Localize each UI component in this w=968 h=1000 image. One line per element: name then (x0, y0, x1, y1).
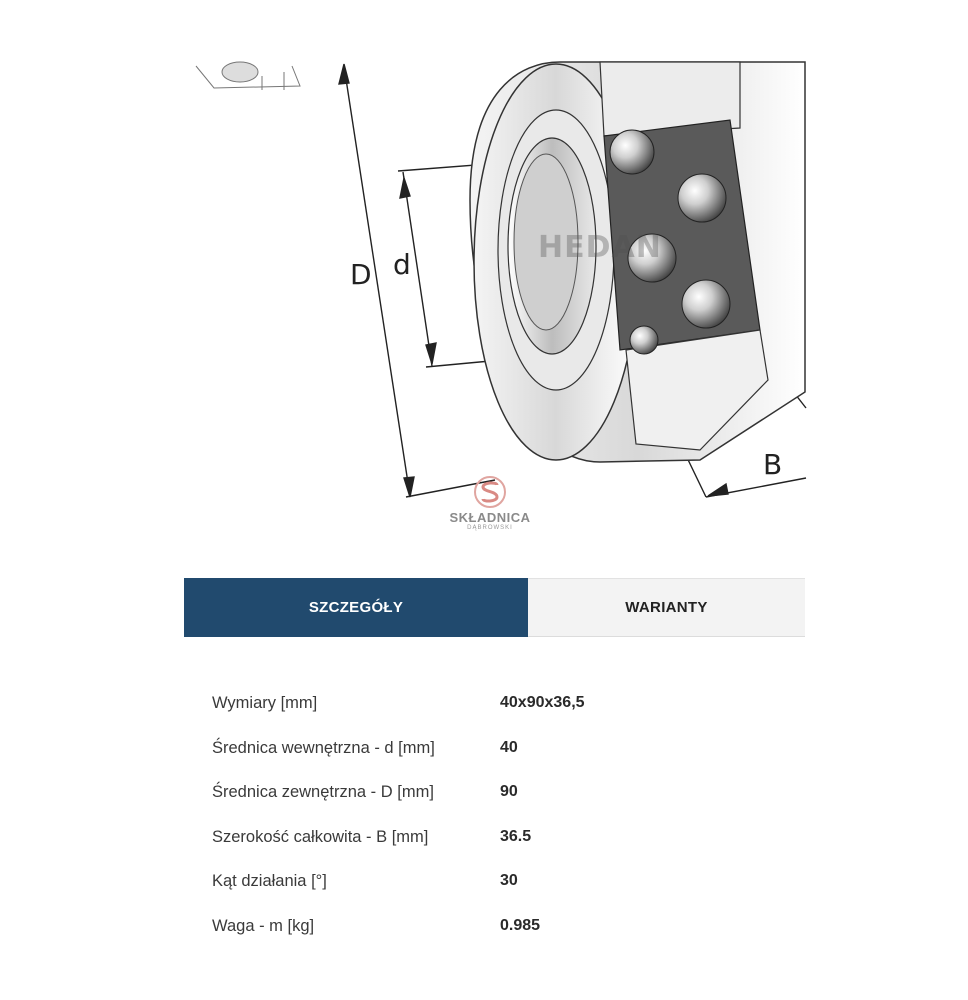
spec-row-contact-angle (212, 868, 712, 913)
spec-value: 36.5 (500, 827, 532, 845)
spec-value: 90 (500, 783, 518, 801)
spec-row-dimensions (212, 690, 712, 735)
spec-label: Szerokość całkowita - B [mm] (212, 827, 429, 846)
store-logo (440, 474, 540, 534)
spec-row-inner-diameter (212, 735, 712, 780)
dimension-label-inner-diameter: d (393, 248, 411, 281)
dimension-label-width: B (763, 448, 783, 481)
thumbnail-icon (196, 62, 300, 90)
spec-value: 40 (500, 738, 518, 756)
product-tabs (184, 578, 805, 637)
spec-label: Średnica zewnętrzna - D [mm] (212, 783, 434, 802)
spec-label: Średnica wewnętrzna - d [mm] (212, 738, 435, 757)
spec-value: 0.985 (500, 916, 541, 934)
tab-details-label: SZCZEGÓŁY (308, 599, 404, 616)
spec-label: Wymiary [mm] (212, 694, 318, 712)
spec-label: Kąt działania [°] (212, 872, 327, 891)
spec-value: 30 (500, 872, 518, 890)
tab-variants[interactable] (528, 578, 805, 637)
spec-table (212, 690, 712, 958)
spec-value: 40x90x36,5 (500, 694, 585, 711)
spec-row-outer-diameter (212, 779, 712, 824)
spec-label: Waga - m [kg] (212, 916, 315, 935)
logo-text: SKŁADNICA (449, 510, 531, 525)
watermark: HEDAN (538, 230, 662, 265)
logo-subtext: DĄBROWSKI (467, 525, 513, 531)
spec-row-width (212, 824, 712, 869)
tab-details[interactable] (184, 578, 528, 637)
tab-variants-label: WARIANTY (625, 599, 708, 616)
logo-icon (440, 474, 540, 510)
spec-row-weight (212, 913, 712, 958)
dimension-label-outer-diameter: D (350, 258, 372, 291)
